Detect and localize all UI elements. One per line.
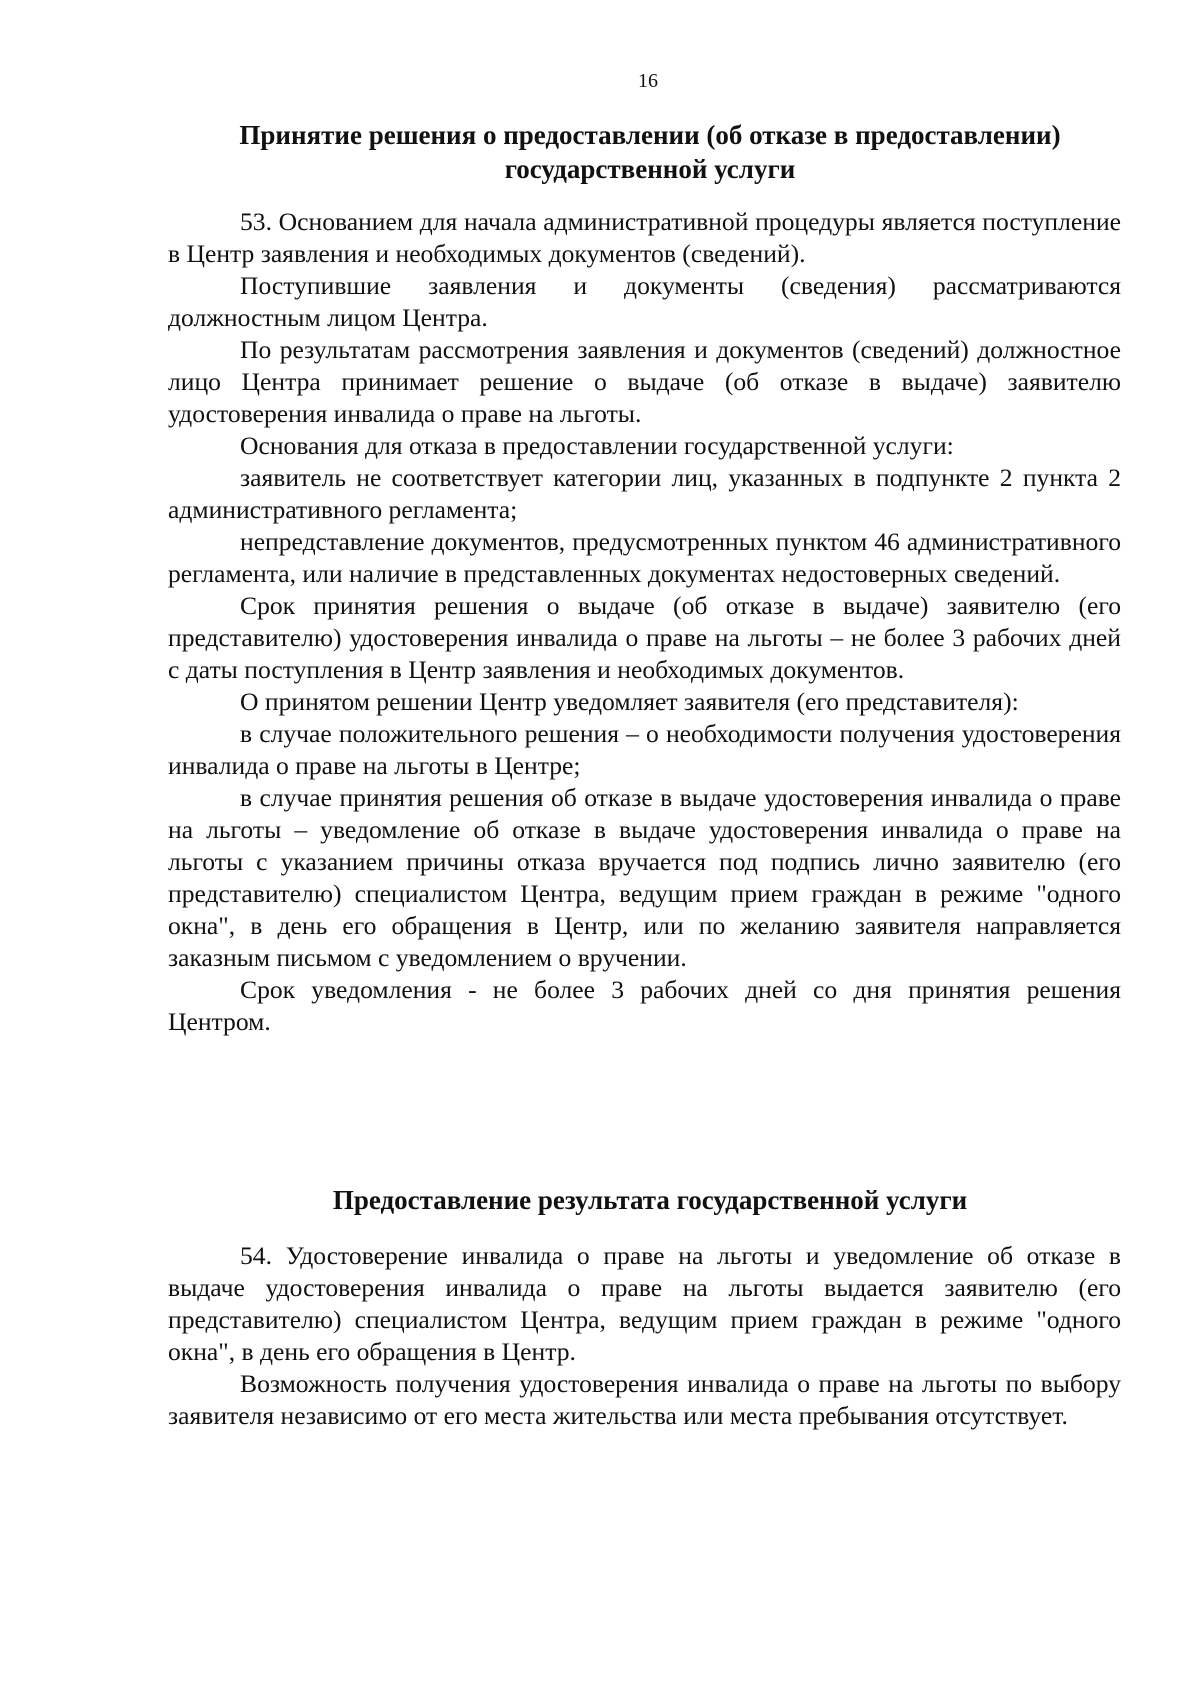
- page-number: 16: [638, 70, 658, 92]
- section-body-result: [168, 1240, 1121, 1432]
- paragraph: Поступившие заявления и документы (сведения) рассматриваются должностным лицом Центра.: [168, 271, 1121, 332]
- heading-line: Принятие решения о предоставлении (об отказе в предоставлении): [239, 120, 1061, 150]
- paragraph: 54. Удостоверение инвалида о праве на льготы и уведомление об отказе в выдаче удостоверения инвалида о праве на льготы выдается заявителю (его представителю) специалистом Центра, ведущим прием граждан в режиме "одного окна", в день его обращения в Центр.: [168, 1241, 1121, 1366]
- section-body-decision: [168, 206, 1121, 1038]
- paragraph: Возможность получения удостоверения инвалида о праве на льготы по выбору заявителя независимо от его места жительства или места пребывания отсутствует.: [168, 1369, 1121, 1430]
- paragraph: Основания для отказа в предоставлении государственной услуги:: [240, 431, 954, 460]
- paragraph: заявитель не соответствует категории лиц, указанных в подпункте 2 пункта 2 административного регламента;: [168, 463, 1121, 524]
- paragraph: Срок принятия решения о выдаче (об отказе в выдаче) заявителю (его представителю) удостоверения инвалида о праве на льготы – не более 3 рабочих дней с даты поступления в Центр заявления и необходимых документов.: [168, 591, 1121, 684]
- paragraph: в случае положительного решения – о необходимости получения удостоверения инвалида о праве на льготы в Центре;: [168, 719, 1121, 780]
- section-heading-decision: [150, 118, 1150, 186]
- paragraph: в случае принятия решения об отказе в выдаче удостоверения инвалида о праве на льготы – уведомление об отказе в выдаче удостоверения инвалида о праве на льготы с указанием причины отказа вручается под подпись лично заявителю (его представителю) специалистом Центра, ведущим прием граждан в режиме "одного окна", в день его обращения в Центр, или по желанию заявителя направляется заказным письмом с уведомлением о вручении.: [168, 783, 1121, 972]
- paragraph: О принятом решении Центр уведомляет заявителя (его представителя):: [240, 687, 1019, 716]
- paragraph: По результатам рассмотрения заявления и документов (сведений) должностное лицо Центра принимает решение о выдаче (об отказе в выдаче) заявителю удостоверения инвалида о праве на льготы.: [168, 335, 1121, 428]
- heading-line: государственной услуги: [504, 154, 796, 184]
- paragraph: непредставление документов, предусмотренных пунктом 46 административного регламента, или наличие в представленных документах недостоверных сведений.: [168, 527, 1121, 588]
- paragraph: Срок уведомления - не более 3 рабочих дней со дня принятия решения Центром.: [168, 975, 1121, 1036]
- paragraph: 53. Основанием для начала административной процедуры является поступление в Центр заявления и необходимых документов (сведений).: [168, 207, 1121, 268]
- section-heading-result: Предоставление результата государственной услуги: [332, 1185, 968, 1215]
